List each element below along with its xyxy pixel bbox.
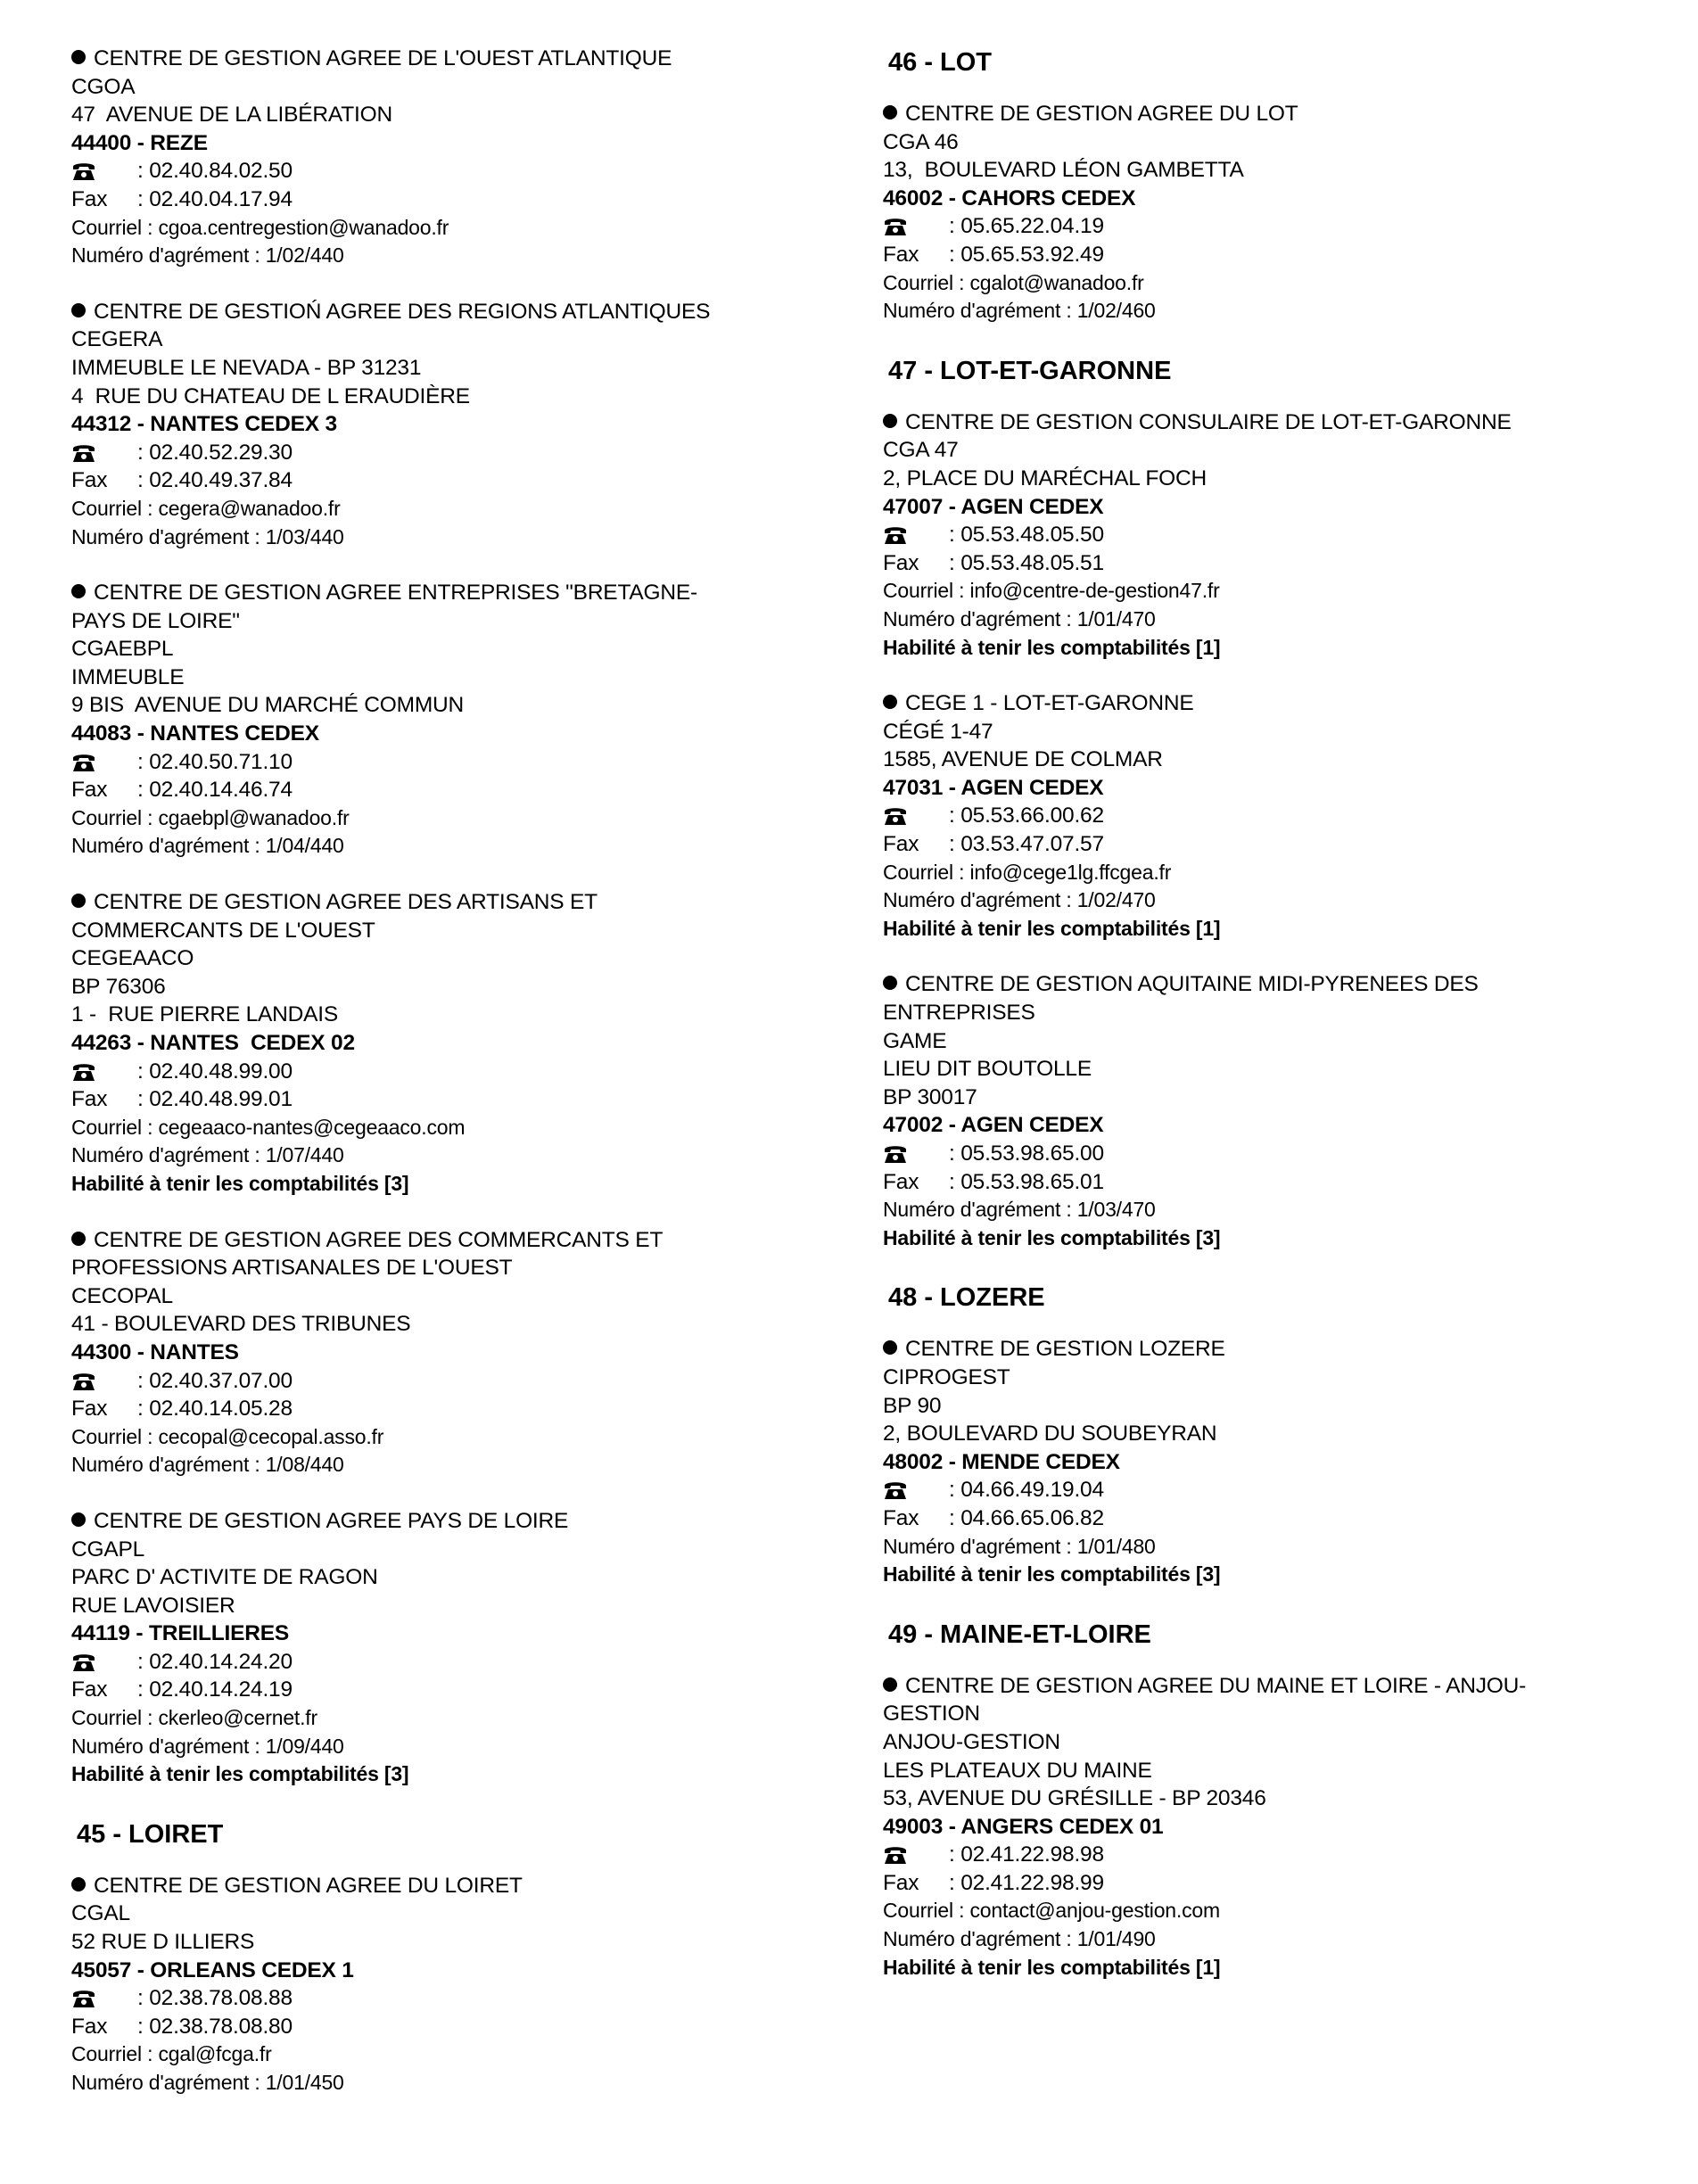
- address-line: CEGEAACO: [71, 946, 194, 971]
- address-line: 53, AVENUE DU GRÉSILLE - BP 20346: [883, 1786, 1266, 1811]
- phone-icon: [71, 1652, 137, 1672]
- phone-separator: :: [949, 523, 961, 548]
- phone-icon: [883, 525, 949, 545]
- address-line: 52 RUE D ILLIERS: [71, 1930, 255, 1955]
- directory-entry: [71, 45, 838, 270]
- fax-number: 02.41.22.98.99: [960, 1870, 1104, 1895]
- entries-49: [883, 1672, 1668, 1982]
- postal-city: 47007 - AGEN CEDEX: [883, 494, 1104, 519]
- fax-number: 05.65.53.92.49: [960, 242, 1104, 267]
- email-line: Courriel : cgalot@wanadoo.fr: [883, 270, 1144, 294]
- agrement-number: Numéro d'agrément : 1/02/440: [71, 243, 344, 268]
- directory-entry: [71, 298, 838, 551]
- phone-separator: :: [949, 214, 961, 239]
- fax-separator: :: [137, 186, 150, 211]
- fax-line: [883, 549, 1668, 578]
- fax-line: [883, 241, 1668, 269]
- agrement-number: Numéro d'agrément : 1/02/470: [883, 888, 1156, 912]
- fax-separator: :: [137, 1397, 150, 1422]
- entry-title: [883, 100, 1668, 128]
- address-line: CGAPL: [71, 1537, 145, 1562]
- phone-line: [883, 1140, 1668, 1168]
- phone-separator: :: [137, 749, 150, 774]
- entry-title-text: CENTRE DE GESTION AGREE ENTREPRISES "BRETAGNE-: [94, 581, 697, 606]
- email-line: Courriel : contact@anjou-gestion.com: [883, 1899, 1220, 1923]
- address-line: 41 - BOULEVARD DES TRIBUNES: [71, 1312, 411, 1337]
- postal-city: 47031 - AGEN CEDEX: [883, 775, 1104, 800]
- entry-title-text: CENTRE DE GESTION AGREE DU LOT: [905, 102, 1298, 126]
- phone-number: 02.38.78.08.88: [149, 1986, 293, 2011]
- phone-number: 05.53.48.05.50: [960, 523, 1104, 548]
- directory-entry: [883, 1335, 1668, 1588]
- department-heading-47: 47 - LOT-ET-GARONNE: [888, 356, 1172, 385]
- bullet-icon: [71, 303, 86, 317]
- fax-line: [71, 2013, 838, 2041]
- phone-separator: :: [949, 804, 961, 828]
- fax-line: [883, 1504, 1668, 1533]
- phone-line: [71, 1367, 838, 1396]
- phone-icon: [71, 443, 137, 463]
- fax-separator: :: [949, 1870, 961, 1895]
- address-line: LES PLATEAUX DU MAINE: [883, 1758, 1152, 1783]
- phone-line: [71, 439, 838, 467]
- bullet-icon: [883, 105, 897, 120]
- entry-title-text: CENTRE DE GESTION AGREE PAYS DE LOIRE: [94, 1508, 569, 1533]
- email-line: Courriel : info@centre-de-gestion47.fr: [883, 579, 1220, 603]
- bullet-icon: [71, 584, 86, 598]
- address-line: GAME: [883, 1028, 947, 1053]
- department-heading-48: 48 - LOZERE: [888, 1283, 1045, 1313]
- agrement-number: Numéro d'agrément : 1/04/440: [71, 834, 344, 858]
- address-line: 4 RUE DU CHATEAU DE L ERAUDIÈRE: [71, 383, 470, 408]
- phone-icon: [883, 1480, 949, 1500]
- directory-entry: [883, 689, 1668, 943]
- agrement-number: Numéro d'agrément : 1/01/470: [883, 606, 1156, 630]
- address-line: 2, BOULEVARD DU SOUBEYRAN: [883, 1422, 1217, 1446]
- postal-city: 44300 - NANTES: [71, 1339, 239, 1364]
- phone-separator: :: [949, 1842, 961, 1867]
- address-line: 9 BIS AVENUE DU MARCHÉ COMMUN: [71, 693, 465, 718]
- address-line: ANJOU-GESTION: [883, 1729, 1060, 1754]
- fax-line: [883, 1869, 1668, 1898]
- phone-line: [883, 521, 1668, 549]
- fax-line: [71, 185, 838, 214]
- agrement-number: Numéro d'agrément : 1/01/450: [71, 2071, 344, 2094]
- phone-line: [883, 212, 1668, 241]
- entry-title: [71, 579, 838, 607]
- phone-icon: [883, 217, 949, 236]
- agrement-number: Numéro d'agrément : 1/09/440: [71, 1734, 344, 1758]
- phone-line: [71, 1058, 838, 1086]
- phone-separator: :: [137, 1368, 150, 1393]
- address-line: CECOPAL: [71, 1283, 173, 1308]
- fax-number: 02.40.14.46.74: [149, 778, 293, 803]
- fax-number: 02.40.48.99.01: [149, 1087, 293, 1112]
- entry-title: [883, 1335, 1668, 1364]
- postal-city: 44400 - REZE: [71, 130, 208, 155]
- postal-city: 45057 - ORLEANS CEDEX 1: [71, 1957, 354, 1982]
- fax-label: Fax: [883, 1505, 919, 1530]
- email-line: Courriel : cegera@wanadoo.fr: [71, 496, 341, 520]
- phone-number: 05.65.22.04.19: [960, 214, 1104, 239]
- postal-city: 49003 - ANGERS CEDEX 01: [883, 1814, 1164, 1839]
- address-line: 1585, AVENUE DE COLMAR: [883, 747, 1163, 772]
- fax-separator: :: [137, 2014, 150, 2039]
- fax-label: Fax: [883, 832, 919, 857]
- bullet-icon: [883, 414, 897, 428]
- phone-number: 02.40.52.29.30: [149, 440, 293, 465]
- fax-label: Fax: [71, 468, 108, 493]
- phone-separator: :: [137, 1059, 150, 1084]
- address-line: CGA 46: [883, 129, 959, 154]
- agrement-number: Numéro d'agrément : 1/01/480: [883, 1534, 1156, 1558]
- fax-number: 05.53.48.05.51: [960, 550, 1104, 575]
- address-line: PAYS DE LOIRE": [71, 608, 240, 633]
- address-line: ENTREPRISES: [883, 1001, 1035, 1026]
- fax-number: 02.40.14.24.19: [149, 1677, 293, 1702]
- fax-separator: :: [949, 1505, 961, 1530]
- phone-line: [71, 157, 838, 185]
- address-line: BP 90: [883, 1393, 942, 1418]
- entry-title: [883, 689, 1668, 718]
- phone-line: [71, 1648, 838, 1677]
- phone-line: [71, 1984, 838, 2013]
- fax-line: [71, 466, 838, 495]
- habilitation-note: Habilité à tenir les comptabilités [3]: [71, 1171, 409, 1195]
- fax-label: Fax: [71, 1677, 108, 1702]
- entry-title-text: CENTRE DE GESTION AGREE DU LOIRET: [94, 1873, 523, 1898]
- address-line: COMMERCANTS DE L'OUEST: [71, 918, 375, 943]
- phone-icon: [883, 806, 949, 826]
- bullet-icon: [71, 894, 86, 908]
- entry-title: [883, 1672, 1668, 1701]
- address-line: 1 - RUE PIERRE LANDAIS: [71, 1002, 339, 1027]
- address-line: 47 AVENUE DE LA LIBÉRATION: [71, 103, 392, 128]
- phone-separator: :: [137, 440, 150, 465]
- address-line: CEGERA: [71, 327, 163, 352]
- fax-separator: :: [137, 778, 150, 803]
- fax-line: [71, 776, 838, 804]
- department-heading-46: 46 - LOT: [888, 48, 993, 77]
- fax-label: Fax: [883, 1870, 919, 1895]
- fax-separator: :: [137, 468, 150, 493]
- address-line: CGAEBPL: [71, 637, 174, 662]
- phone-number: 02.40.14.24.20: [149, 1649, 293, 1674]
- phone-number: 02.40.84.02.50: [149, 159, 293, 184]
- bullet-icon: [71, 1512, 86, 1527]
- directory-entry: [71, 1507, 838, 1789]
- left-column: [71, 45, 838, 2125]
- bullet-icon: [883, 695, 897, 709]
- address-line: CIPROGEST: [883, 1364, 1010, 1389]
- phone-separator: :: [137, 1986, 150, 2011]
- fax-number: 02.40.49.37.84: [149, 468, 293, 493]
- email-line: Courriel : cgal@fcga.fr: [71, 2042, 272, 2066]
- phone-separator: :: [949, 1141, 961, 1166]
- address-line: BP 76306: [71, 974, 166, 999]
- address-line: 2, PLACE DU MARÉCHAL FOCH: [883, 466, 1208, 490]
- postal-city: 48002 - MENDE CEDEX: [883, 1449, 1120, 1474]
- directory-entry: [883, 1672, 1668, 1982]
- email-line: Courriel : cgaebpl@wanadoo.fr: [71, 805, 350, 829]
- entries-48: [883, 1335, 1668, 1588]
- address-line: CGA 47: [883, 438, 959, 463]
- directory-entry: [71, 1872, 838, 2097]
- agrement-number: Numéro d'agrément : 1/01/490: [883, 1927, 1156, 1951]
- fax-separator: :: [137, 1087, 150, 1112]
- fax-line: [71, 1085, 838, 1114]
- postal-city: 46002 - CAHORS CEDEX: [883, 185, 1136, 210]
- department-heading-49: 49 - MAINE-ET-LOIRE: [888, 1619, 1151, 1649]
- phone-number: 02.41.22.98.98: [960, 1842, 1104, 1867]
- phone-line: [883, 802, 1668, 830]
- phone-icon: [71, 1372, 137, 1391]
- address-line: RUE LAVOISIER: [71, 1593, 235, 1618]
- phone-number: 05.53.98.65.00: [960, 1141, 1104, 1166]
- fax-line: [883, 1168, 1668, 1197]
- email-line: Courriel : cgoa.centregestion@wanadoo.fr: [71, 215, 449, 239]
- entry-title-text: CENTRE DE GESTION LOZERE: [905, 1337, 1225, 1362]
- entry-title: [71, 888, 838, 917]
- entries-45: [71, 1872, 838, 2097]
- entry-title: [71, 1507, 838, 1536]
- postal-city: 44119 - TREILLIERES: [71, 1621, 290, 1646]
- entry-title-text: CENTRE DE GESTION AQUITAINE MIDI-PYRENEES DES: [905, 972, 1479, 997]
- phone-separator: :: [137, 1649, 150, 1674]
- entry-title-text: CEGE 1 - LOT-ET-GARONNE: [905, 691, 1194, 716]
- email-line: Courriel : cegeaaco-nantes@cegeaaco.com: [71, 1115, 466, 1139]
- directory-entry: [883, 408, 1668, 662]
- bullet-icon: [71, 1877, 86, 1891]
- entry-title: [71, 298, 838, 326]
- fax-separator: :: [949, 1169, 961, 1194]
- right-column: [883, 45, 1668, 2009]
- phone-number: 02.40.37.07.00: [149, 1368, 293, 1393]
- phone-number: 05.53.66.00.62: [960, 804, 1104, 828]
- address-line: CÉGÉ 1-47: [883, 719, 993, 744]
- entry-title: [71, 1226, 838, 1255]
- address-line: 13, BOULEVARD LÉON GAMBETTA: [883, 158, 1244, 183]
- fax-number: 02.40.14.05.28: [149, 1397, 293, 1422]
- postal-city: 44083 - NANTES CEDEX: [71, 721, 319, 746]
- bullet-icon: [883, 1340, 897, 1355]
- fax-line: [71, 1395, 838, 1423]
- phone-number: 04.66.49.19.04: [960, 1478, 1104, 1503]
- phone-line: [883, 1841, 1668, 1869]
- directory-entry: [71, 579, 838, 861]
- address-line: CGOA: [71, 74, 136, 99]
- entry-title-text: CENTRE DE GESTION AGREE DE L'OUEST ATLANTIQUE: [94, 46, 672, 70]
- fax-label: Fax: [883, 1169, 919, 1194]
- postal-city: 47002 - AGEN CEDEX: [883, 1113, 1104, 1138]
- entry-title-text: CENTRE DE GESTION AGREE DES ARTISANS ET: [94, 890, 598, 915]
- habilitation-note: Habilité à tenir les comptabilités [3]: [883, 1225, 1221, 1249]
- fax-separator: :: [949, 550, 961, 575]
- habilitation-note: Habilité à tenir les comptabilités [1]: [883, 1955, 1221, 1979]
- phone-icon: [71, 161, 137, 181]
- fax-line: [883, 830, 1668, 859]
- directory-entry: [883, 970, 1668, 1252]
- phone-icon: [883, 1144, 949, 1164]
- phone-icon: [71, 753, 137, 772]
- phone-icon: [71, 1062, 137, 1082]
- agrement-number: Numéro d'agrément : 1/03/470: [883, 1198, 1156, 1222]
- phone-separator: :: [949, 1478, 961, 1503]
- entry-title: [71, 1872, 838, 1900]
- phone-number: 02.40.48.99.00: [149, 1059, 293, 1084]
- directory-entry: [883, 100, 1668, 326]
- fax-separator: :: [949, 832, 961, 857]
- fax-label: Fax: [71, 1397, 108, 1422]
- habilitation-note: Habilité à tenir les comptabilités [1]: [883, 916, 1221, 940]
- fax-label: Fax: [71, 2014, 108, 2039]
- habilitation-note: Habilité à tenir les comptabilités [3]: [883, 1562, 1221, 1586]
- bullet-icon: [71, 50, 86, 64]
- fax-line: [71, 1676, 838, 1704]
- fax-label: Fax: [71, 778, 108, 803]
- phone-icon: [71, 1989, 137, 2008]
- directory-entry: [71, 1226, 838, 1479]
- phone-number: 02.40.50.71.10: [149, 749, 293, 774]
- phone-icon: [883, 1845, 949, 1865]
- address-line: PROFESSIONS ARTISANALES DE L'OUEST: [71, 1256, 513, 1281]
- bullet-icon: [883, 976, 897, 990]
- fax-label: Fax: [883, 550, 919, 575]
- phone-separator: :: [137, 159, 150, 184]
- address-line: LIEU DIT BOUTOLLE: [883, 1057, 1092, 1082]
- entries-47: [883, 408, 1668, 1253]
- phone-line: [71, 748, 838, 777]
- entries-44: [71, 45, 838, 1789]
- agrement-number: Numéro d'agrément : 1/02/460: [883, 299, 1156, 323]
- entry-title-text: CENTRE DE GESTIOŃ AGREE DES REGIONS ATLANTIQUES: [94, 299, 711, 324]
- department-heading-45: 45 - LOIRET: [77, 1819, 224, 1849]
- address-line: CGAL: [71, 1901, 130, 1926]
- habilitation-note: Habilité à tenir les comptabilités [3]: [71, 1762, 409, 1786]
- entries-46: [883, 100, 1668, 326]
- entry-title: [71, 45, 838, 73]
- agrement-number: Numéro d'agrément : 1/07/440: [71, 1143, 344, 1167]
- email-line: Courriel : cecopal@cecopal.asso.fr: [71, 1424, 384, 1448]
- address-line: IMMEUBLE LE NEVADA - BP 31231: [71, 355, 422, 380]
- agrement-number: Numéro d'agrément : 1/03/440: [71, 524, 344, 548]
- email-line: Courriel : ckerleo@cernet.fr: [71, 1706, 317, 1730]
- fax-number: 03.53.47.07.57: [960, 832, 1104, 857]
- fax-number: 02.40.04.17.94: [149, 186, 293, 211]
- agrement-number: Numéro d'agrément : 1/08/440: [71, 1453, 344, 1477]
- habilitation-note: Habilité à tenir les comptabilités [1]: [883, 635, 1221, 659]
- postal-city: 44263 - NANTES CEDEX 02: [71, 1031, 355, 1055]
- address-line: PARC D' ACTIVITE DE RAGON: [71, 1565, 378, 1590]
- fax-label: Fax: [883, 242, 919, 267]
- fax-number: 04.66.65.06.82: [960, 1505, 1104, 1530]
- address-line: IMMEUBLE: [71, 664, 185, 689]
- bullet-icon: [883, 1677, 897, 1692]
- address-line: BP 30017: [883, 1084, 977, 1109]
- fax-number: 02.38.78.08.80: [149, 2014, 293, 2039]
- address-line: GESTION: [883, 1702, 980, 1727]
- entry-title: [883, 970, 1668, 999]
- fax-label: Fax: [71, 1087, 108, 1112]
- fax-label: Fax: [71, 186, 108, 211]
- directory-entry: [71, 888, 838, 1199]
- entry-title: [883, 408, 1668, 437]
- entry-title-text: CENTRE DE GESTION AGREE DU MAINE ET LOIRE - ANJOU-: [905, 1673, 1527, 1698]
- fax-separator: :: [949, 242, 961, 267]
- bullet-icon: [71, 1232, 86, 1246]
- email-line: Courriel : info@cege1lg.ffcgea.fr: [883, 860, 1172, 884]
- entry-title-text: CENTRE DE GESTION CONSULAIRE DE LOT-ET-GARONNE: [905, 409, 1512, 434]
- fax-separator: :: [137, 1677, 150, 1702]
- fax-number: 05.53.98.65.01: [960, 1169, 1104, 1194]
- phone-line: [883, 1476, 1668, 1504]
- entry-title-text: CENTRE DE GESTION AGREE DES COMMERCANTS ET: [94, 1227, 664, 1252]
- postal-city: 44312 - NANTES CEDEX 3: [71, 412, 337, 437]
